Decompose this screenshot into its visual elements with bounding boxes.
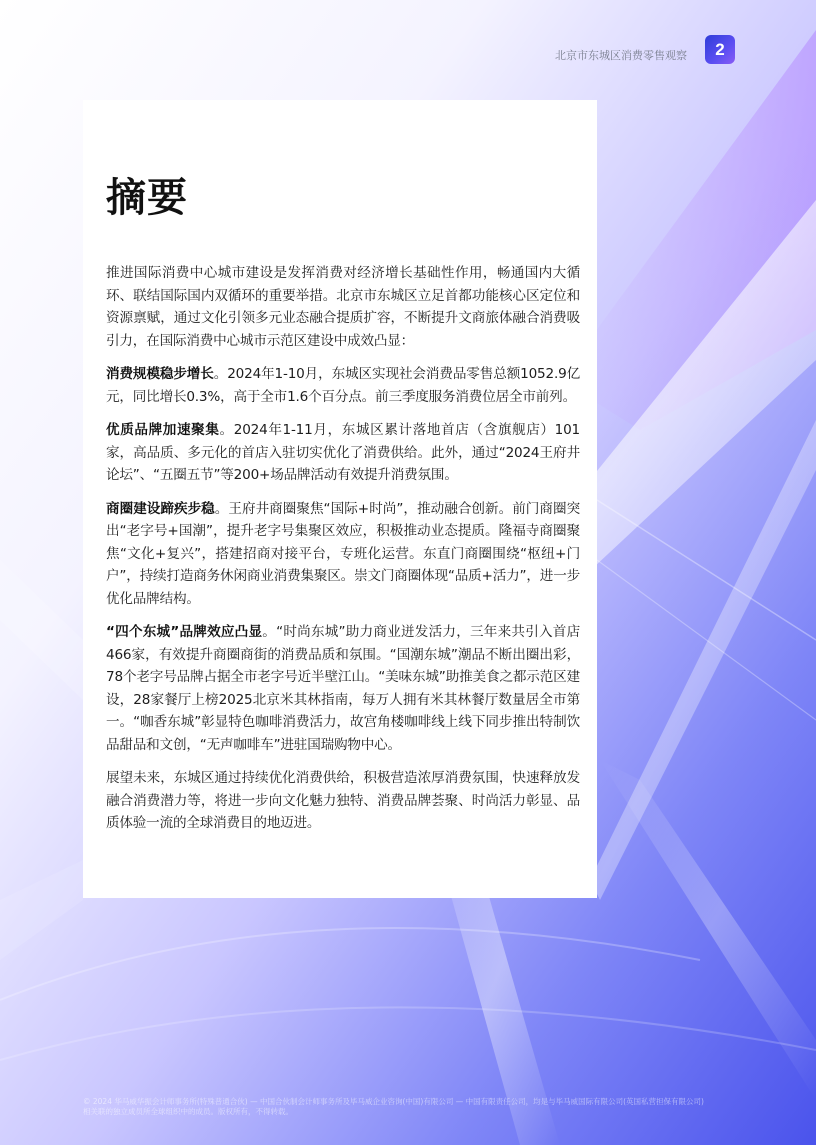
section-heading: 消费规模稳步增长 [106, 366, 214, 382]
section-paragraph [106, 363, 580, 408]
section-text: 。王府井商圈聚焦“国际+时尚”，推动融合创新。前门商圈突出“老字号+国潮”，提升老字号集聚区效应，积极推动业态提质。隆福寺商圈聚焦“文化+复兴”，搭建招商对接平台，专班化运营。东直门商圈围绕“枢纽+门户”，持续打造商务休闲商业消费集聚区。崇文门商圈体现“品质+活力”，进一步优化品牌结构。 [106, 500, 580, 607]
page-title: 摘要 [106, 175, 188, 221]
footer-line: © 2024 华马威华振会计师事务所(特殊普通合伙) — 中国合伙制会计师事务所及毕马威企业咨询(中国)有限公司 — 中国有限责任公司，均是与毕马威国际有限公司(英国私营担保有限公司) [83, 1097, 704, 1106]
section-paragraph [106, 419, 580, 487]
intro-paragraph: 推进国际消费中心城市建设是发挥消费对经济增长基础性作用，畅通国内大循环、联结国际国内双循环的重要举措。北京市东城区立足首都功能核心区定位和资源禀赋，通过文化引领多元业态融合提质扩容，不断提升文商旅体融合消费吸引力，在国际消费中心城市示范区建设中成效凸显： [106, 265, 580, 349]
summary-card [83, 100, 597, 898]
section-heading: 优质品牌加速聚集 [106, 422, 220, 438]
section-paragraph [106, 498, 580, 611]
section-text: 。2024年1-11月，东城区累计落地首店（含旗舰店）101家，高品质、多元化的首店入驻切实优化了消费供给。此外，通过“2024王府井论坛”、“五圈五节”等200+场品牌活动有效提升消费氛围。 [106, 422, 580, 483]
section-text: 。2024年1-10月，东城区实现社会消费品零售总额1052.9亿元，同比增长0.3%，高于全市1.6个百分点。前三季度服务消费位居全市前列。 [106, 366, 580, 405]
section-heading: 商圈建设蹄疾步稳 [106, 500, 215, 517]
copyright-footer [83, 1097, 733, 1117]
page-number-badge: 2 [705, 35, 735, 64]
section-paragraph [106, 621, 580, 756]
header-report-title: 北京市东城区消费零售观察 [555, 49, 687, 62]
outro-paragraph: 展望未来，东城区通过持续优化消费供给，积极营造浓厚消费氛围，快速释放发融合消费潜力等，将进一步向文化魅力独特、消费品牌荟聚、时尚活力彰显、品质体验一流的全球消费目的地迈进。 [106, 770, 580, 831]
summary-content [106, 262, 580, 835]
section-text: 。“时尚东城”助力商业迸发活力，三年来共引入首店466家，有效提升商圈商街的消费品质和氛围。“国潮东城”潮品不断出圈出彩，78个老字号品牌占据全市老字号近半壁江山。“美味东城”助推美食之都示范区建设，28家餐厅上榜2025北京米其林指南，每万人拥有米其林餐厅数量居全市第一。“咖香东城”彰显特色咖啡消费活力，故宫角楼咖啡线上线下同步推出特制饮品甜品和文创，“无声咖啡车”进驻国瑞购物中心。 [106, 624, 580, 753]
footer-line: 相关联的独立成员所全球组织中的成员。版权所有，不得转载。 [83, 1107, 293, 1116]
section-heading: “四个东城”品牌效应凸显 [106, 624, 263, 640]
